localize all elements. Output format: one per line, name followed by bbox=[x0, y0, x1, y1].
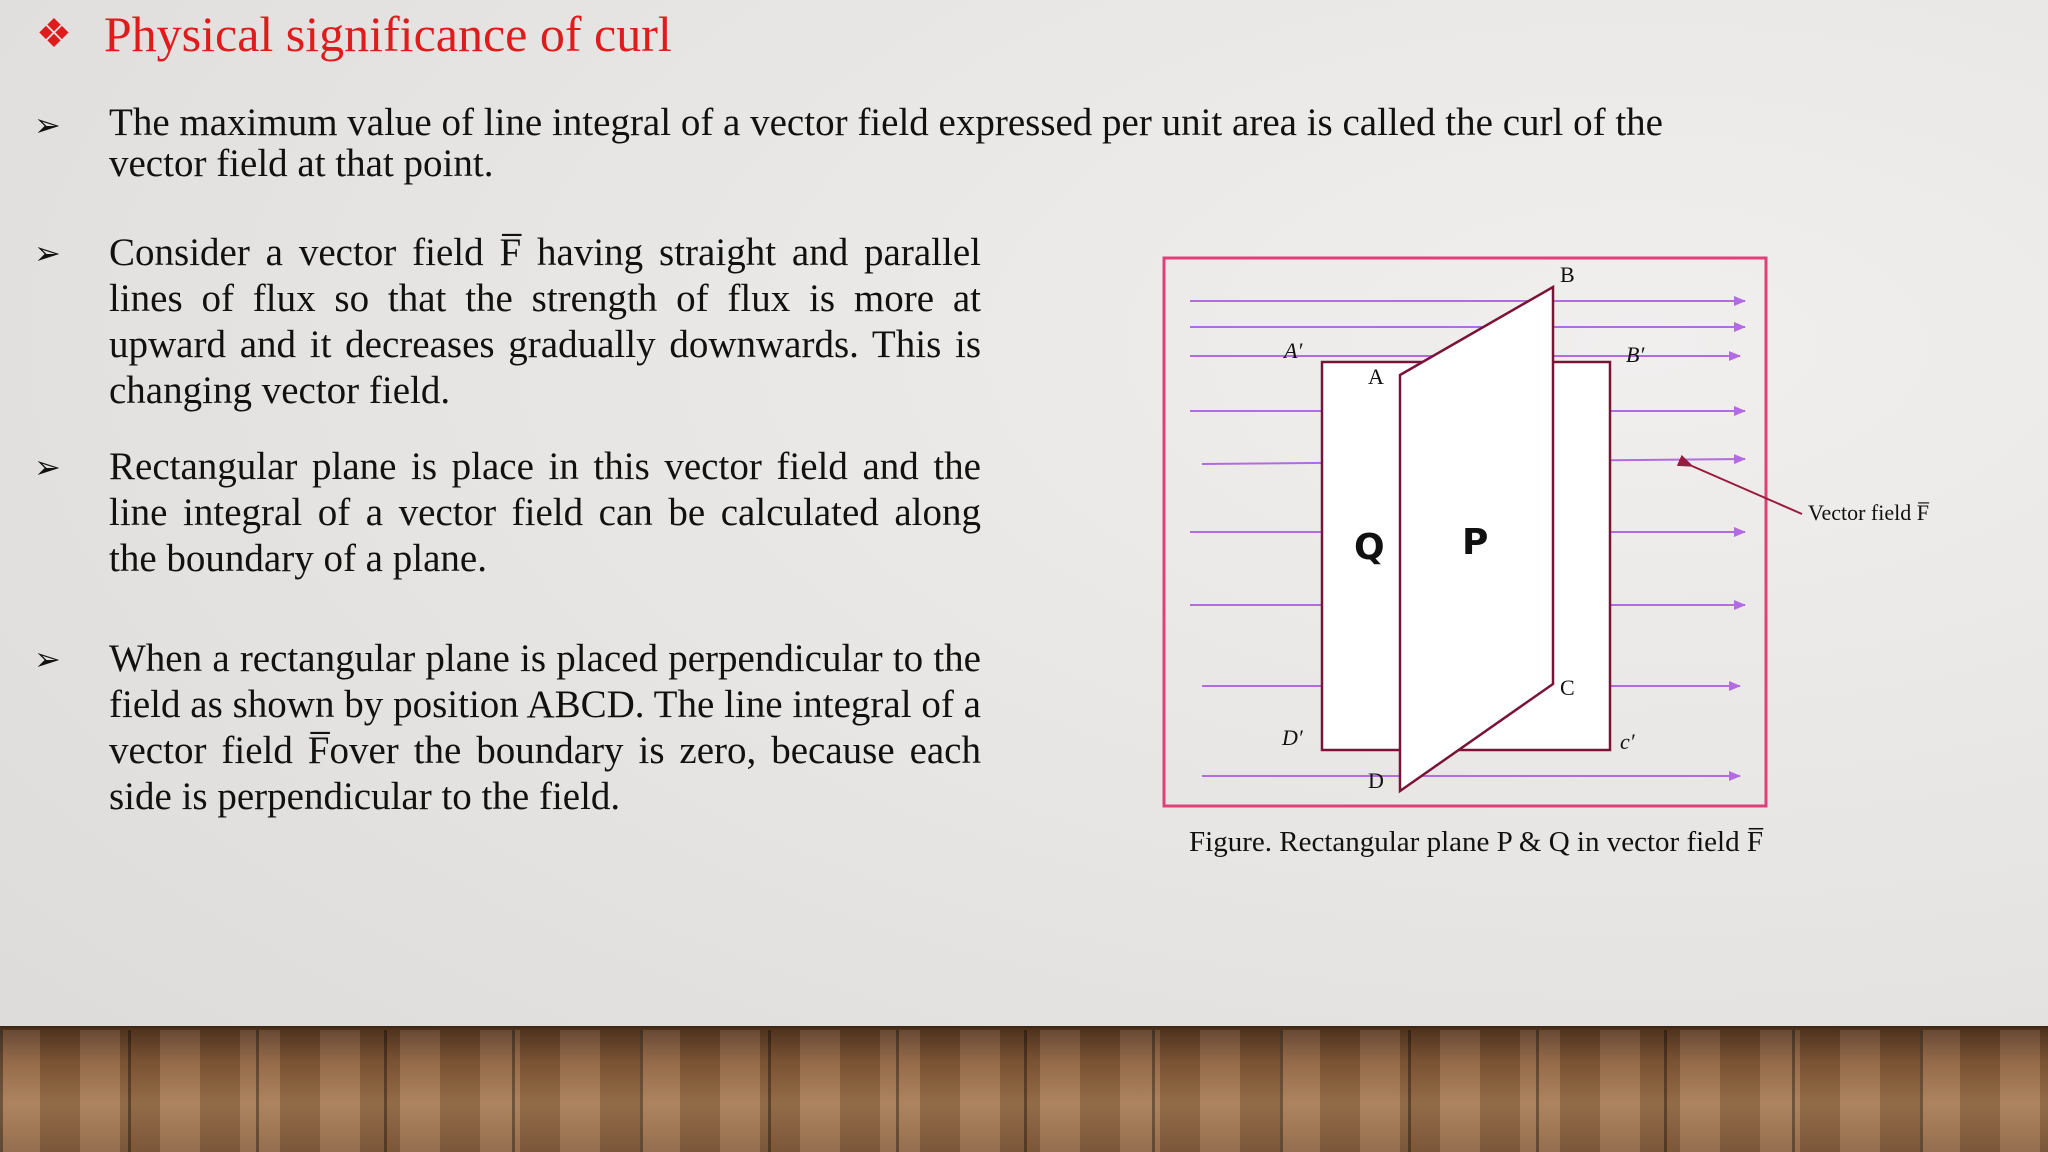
bullet-text: When a rectangular plane is placed perpendicular to the field as shown by position ABCD. The line integral of a vector field F̅over the boundary is zero, because each side is perpendicular to the field. bbox=[109, 637, 981, 818]
arrow-bullet-icon: ➢ bbox=[34, 106, 61, 144]
label-p: P bbox=[1462, 522, 1489, 563]
label-d: D bbox=[1368, 768, 1384, 793]
vector-field-pointer bbox=[1692, 466, 1802, 514]
label-a-prime: A′ bbox=[1284, 338, 1303, 363]
label-vector-field: Vector field F̅ bbox=[1808, 500, 1929, 525]
title-diamond-icon: ❖ bbox=[36, 11, 72, 56]
label-d-prime: D′ bbox=[1282, 725, 1303, 750]
arrow-bullet-icon: ➢ bbox=[34, 448, 61, 486]
bullet-text: Consider a vector field F̅ having straight and parallel lines of flux so that the strength of flux is more at upward and it decreases gradually downwards. This is changing vector field. bbox=[109, 231, 981, 412]
label-c: C bbox=[1560, 675, 1575, 700]
label-c-prime: c′ bbox=[1620, 729, 1635, 754]
arrow-bullet-icon: ➢ bbox=[34, 234, 61, 272]
label-b-prime: B′ bbox=[1626, 342, 1645, 367]
bullet-text: The maximum value of line integral of a vector field expressed per unit area is called the curl of the vector field at that point. bbox=[109, 101, 1663, 185]
vector-field-figure bbox=[1160, 254, 1960, 874]
arrow-bullet-icon: ➢ bbox=[34, 640, 61, 678]
label-b: B bbox=[1560, 262, 1575, 287]
label-a: A bbox=[1368, 364, 1384, 389]
bullet-text: Rectangular plane is place in this vector field and the line integral of a vector field can be calculated along the boundary of a plane. bbox=[109, 445, 981, 580]
title-text: Physical significance of curl bbox=[103, 6, 672, 62]
slide-title bbox=[36, 4, 672, 64]
label-q: Q bbox=[1354, 527, 1385, 568]
wooden-floor-background bbox=[0, 1030, 2048, 1152]
figure-caption: Figure. Rectangular plane P & Q in vector field F̅ bbox=[1189, 826, 1763, 858]
